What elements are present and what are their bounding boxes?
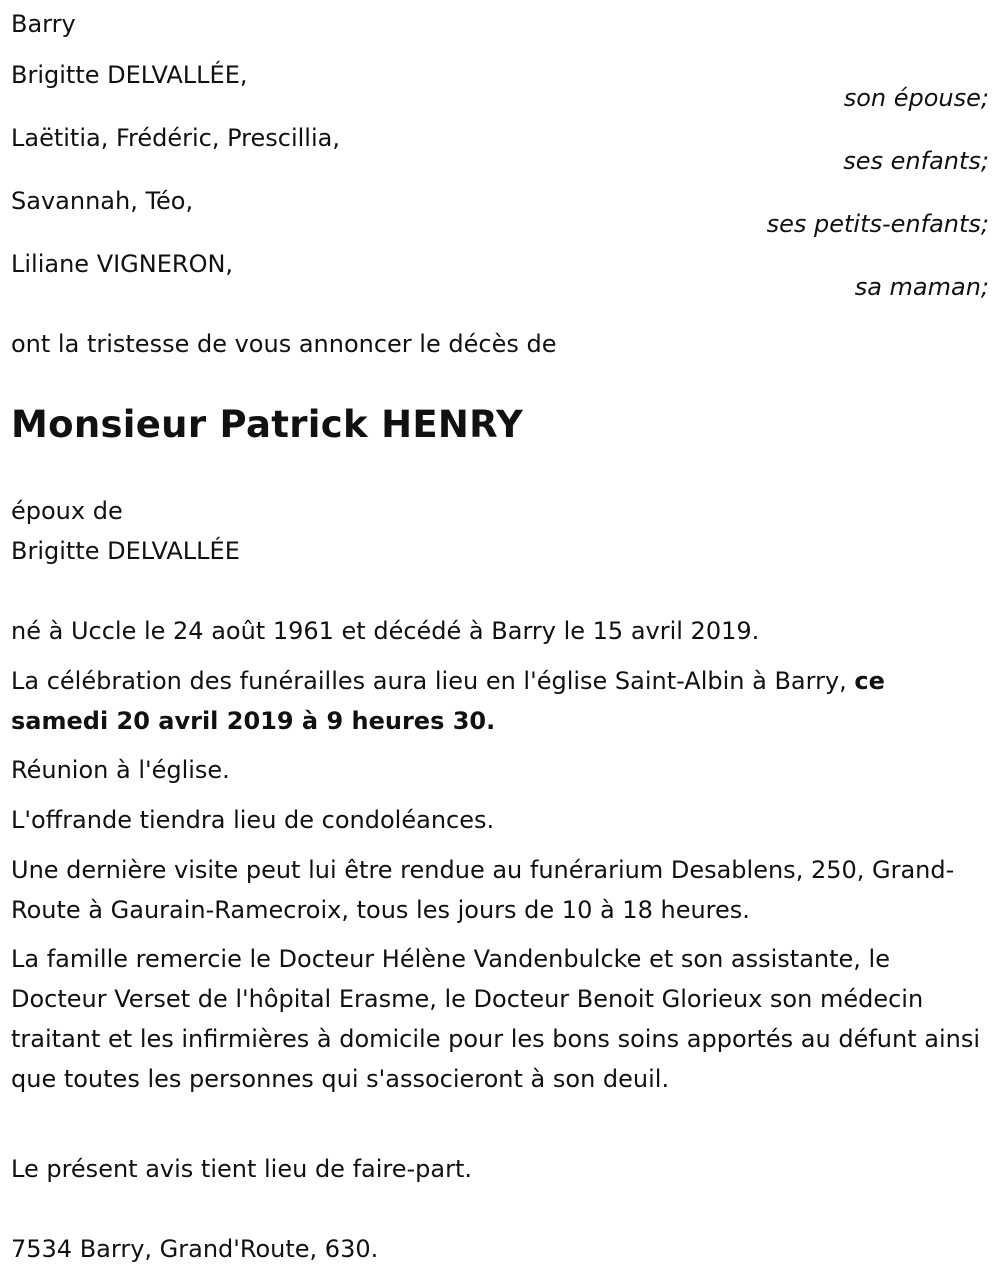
notice-paragraph: Le présent avis tient lieu de faire-part. [11,1155,473,1183]
thanks-paragraph: La famille remercie le Docteur Hélène Vandenbulcke et son assistante, le Docteur Verset de l'hôpital Erasme, le Docteur Benoit Glorieux son médecin traitant et les infirmières à domicile pour les bons soins apportés au défunt ainsi que toutes les personnes qui s'associeront à son deuil. [11,945,981,1093]
offering-paragraph: L'offrande tiendra lieu de condoléances. [11,806,495,834]
meeting-paragraph: Réunion à l'église. [11,756,230,784]
family-member-role: ses enfants; [843,147,989,175]
spouse-name: Brigitte DELVALLÉE [11,537,240,565]
ceremony-datetime: ce samedi 20 avril 2019 à 9 heures 30. [11,667,885,735]
family-member-name: Liliane VIGNERON, [11,250,234,278]
spouse-label: époux de [11,497,123,525]
deceased-name: Monsieur Patrick HENRY [11,403,524,446]
place-header: Barry [11,10,76,38]
ceremony-paragraph [11,661,989,741]
visit-paragraph: Une dernière visite peut lui être rendue au funérarium Desablens, 250, Grand-Route à Gaurain-Ramecroix, tous les jours de 10 à 18 heures. [11,856,955,924]
family-member-name: Savannah, Téo, [11,187,194,215]
family-member-role: son épouse; [843,84,989,112]
address-line: 7534 Barry, Grand'Route, 630. [11,1235,379,1263]
family-member-name: Laëtitia, Frédéric, Prescillia, [11,124,340,152]
announcement-intro: ont la tristesse de vous annoncer le décès de [11,330,557,358]
ceremony-text: La célébration des funérailles aura lieu en l'église Saint-Albin à Barry, [11,667,847,695]
family-member-role: ses petits-enfants; [766,210,989,238]
birth-death-line: né à Uccle le 24 août 1961 et décédé à Barry le 15 avril 2019. [11,617,760,645]
family-member-role: sa maman; [854,273,989,301]
family-member-name: Brigitte DELVALLÉE, [11,61,248,89]
